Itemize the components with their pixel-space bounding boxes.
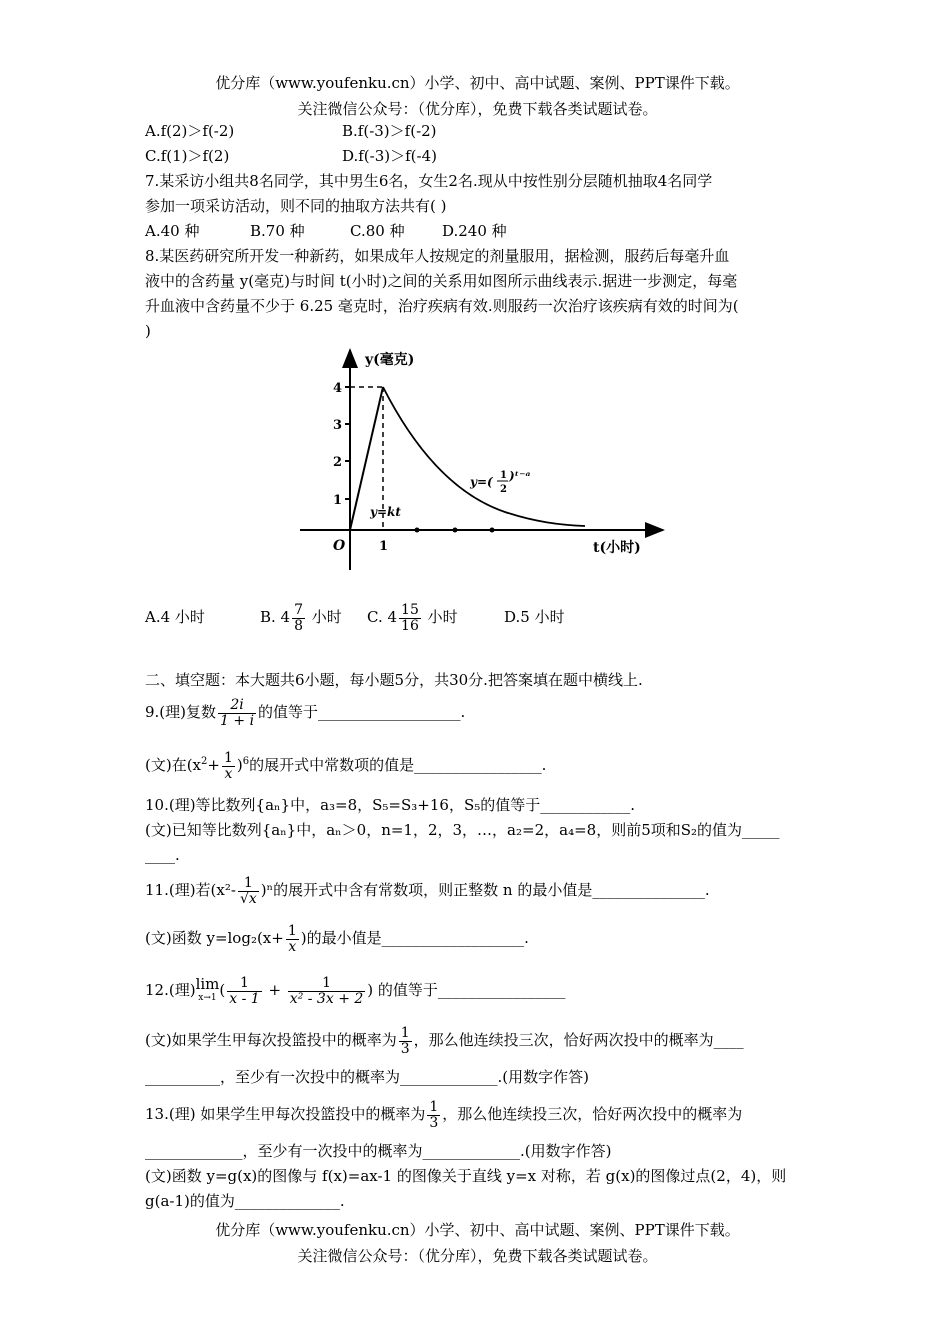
fraction-numerator: 1 [429,1098,439,1115]
q8-option-a: A.4 小时 [145,608,205,626]
y-axis-label: y(毫克) [365,352,415,368]
q6-option-a: A.f(2)＞f(-2) [145,122,235,140]
q11-wen-fraction [286,924,299,955]
exponential-decay-curve [383,387,585,526]
x-axis-label: t(小时) [593,540,641,556]
q10-wen-line-2: ____. [145,846,180,864]
q7-option-a: A.40 种 [145,222,200,240]
y-tick-label-2: 2 [333,455,343,470]
q13-li-suffix: ，那么他连续投三次，恰好两次投中的概率为 [442,1105,743,1123]
fraction-numerator [218,698,256,714]
curve-label-prefix: y=( [470,475,493,489]
q6-options-row-2 [145,143,810,169]
fraction-numerator-text: 2i [230,696,244,713]
q8-option-c [367,600,504,634]
limit-subscript: x→1 [198,993,217,1003]
q8-option-b [260,600,367,634]
q11-li-prefix: 11.(理)若(x²- [145,881,236,899]
q12-wen-fraction [399,1026,412,1057]
page-footer [145,1217,810,1269]
linear-label: y=kt [370,505,401,519]
q13-li-line-2: _____________，至少有一次投中的概率为_____________.(用数字作答) [145,1142,612,1160]
fraction-denominator-text: x² - 3x + 2 [289,990,364,1007]
q8-option-b-suffix: 小时 [307,608,342,626]
fraction-numerator: 1 [227,976,261,992]
q9-li-fraction [218,698,256,729]
q8-line-4: ) [145,322,151,340]
fraction-numerator: 7 [294,601,304,618]
superscript: 2 [201,756,208,767]
y-tick-label-1: 1 [333,493,343,508]
drug-concentration-graph [295,340,675,580]
q12-li: 12.(理) lim x→1 ( $\frac{1}{x - 1}$ + $\frac{1}{\text{x² - 3x + 2}}$ ) 的值等于_________________ [145,974,566,1007]
q12-wen-line-1 [145,1020,810,1060]
fraction-denominator [288,992,365,1007]
q8-option-c-prefix: C. 4 [367,608,398,626]
fraction-numerator: 1 [400,1024,410,1041]
fraction-denominator-text: 1 + i [220,712,255,729]
q11-li-suffix: )ⁿ的展开式中含有常数项，则正整数 n 的最小值是_______________. [260,881,710,899]
footer-line-2: 关注微信公众号：（优分库），免费下载各类试题试卷。 [297,1247,658,1265]
q8-options [145,600,810,634]
fraction-denominator: 3 [400,1040,410,1057]
section-2-heading: 二、填空题：本大题共6小题，每小题5分，共30分.把答案填在题中横线上. [145,671,643,689]
q12-wen-line-2: __________，至少有一次投中的概率为_____________.(用数字作答) [145,1068,589,1086]
curve-label-numerator: 1 [500,470,507,481]
q13-li-prefix: 13.(理) 如果学生甲每次投篮投中的概率为 [145,1105,426,1123]
q6-option-d: D.f(-3)＞f(-4) [342,147,437,165]
x-axis-dot [490,528,495,533]
q7-line-1: 7.某采访小组共8名同学，其中男生6名，女生2名.现从中按性别分层随机抽取4名同学 [145,172,713,190]
fraction-numerator: 1 [287,922,297,939]
x-tick-label-1: 1 [379,539,389,554]
q7-option-d: D.240 种 [442,222,507,240]
q13-wen-line-2: g(a-1)的值为______________. [145,1192,345,1210]
q11-wen-suffix: )的最小值是___________________. [300,929,529,947]
header-line-1: 优分库（www.youfenku.cn）小学、初中、高中试题、案例、PPT课件下载。 [215,74,740,92]
fraction-denominator-text: √x [239,890,257,907]
q7-option-b: B.70 种 [250,222,305,240]
plus-sign: + [207,756,220,774]
q9-li-suffix: 的值等于___________________. [258,703,466,721]
q8-option-d: D.5 小时 [504,608,565,626]
q7-line-2: 参加一项采访活动，则不同的抽取方法共有( ) [145,197,447,215]
q12-wen-prefix: (文)如果学生甲每次投篮投中的概率为 [145,1031,397,1049]
q12-fraction-1 [227,976,261,1007]
q11-wen-prefix: (文)函数 y=log₂(x+ [145,929,284,947]
q13-li-line-1 [145,1094,810,1134]
q11-li-fraction [238,876,259,907]
fraction-denominator: 3 [429,1114,439,1131]
q9-li-prefix: 9.(理)复数 [145,703,217,721]
q11-li [145,870,810,910]
q8-line-2: 液中的含药量 y(毫克)与时间 t(小时)之间的关系用如图所示曲线表示.据进一步测定，每毫 [145,272,738,290]
fraction-numerator: 1 [288,976,365,992]
y-tick-label-4: 4 [333,381,343,396]
fraction-denominator: 8 [294,617,304,634]
q8-line-1: 8.某医药研究所开发一种新药，如果成年人按规定的剂量服用，据检测，服药后每毫升血 [145,247,730,265]
q13-wen-line-1: (文)函数 y=g(x)的图像与 f(x)=ax-1 的图像关于直线 y=x 对称，若 g(x)的图像过点(2，4)，则 [145,1167,787,1185]
superscript: 6 [242,756,250,767]
q7-option-c: C.80 种 [350,222,405,240]
fraction-denominator-text: x [224,765,233,782]
q10-li: 10.(理)等比数列{aₙ}中，a₃=8，S₅=S₃+16，S₅的值等于____________. [145,796,636,814]
fraction-denominator [238,892,259,907]
q9-wen-suffix: 的展开式中常数项的值是_________________. [249,756,547,774]
q8-line-3: 升血液中含药量不少于 6.25 毫克时，治疗疾病有效.则服药一次治疗该疾病有效的时间为( [145,297,739,315]
q8-option-b-fraction [292,603,305,634]
fraction-denominator-text: x - 1 [229,990,260,1007]
q6-options-row-1 [145,118,810,144]
limit-text: lim [195,975,220,993]
q9-wen-prefix: (文)在(x [145,756,202,774]
q7-options [145,218,810,244]
x-axis-dot [453,528,458,533]
fraction-denominator-text: x [288,938,297,955]
q12-limit [196,977,220,1005]
q12-fraction-2 [288,976,365,1007]
q12-li-prefix: 12.(理) [145,981,196,999]
origin-label: O [333,538,346,554]
q8-option-b-prefix: B. 4 [260,608,291,626]
q9-wen: (文)在($x^2+$ $\frac{1}{x}$ )$^6$的展开式中常数项的值是_________________. [145,749,547,782]
fraction-denominator [286,940,299,955]
fraction-denominator [227,992,261,1007]
fraction-numerator: 1 [223,749,233,766]
q11-wen [145,918,810,958]
x-axis-dot [415,528,420,533]
y-tick-label-3: 3 [333,418,343,433]
q10-wen-line-1: (文)已知等比数列{aₙ}中，aₙ＞0，n=1，2，3，…，a₂=2，a₄=8，则前5项和S₂的值为_____ [145,821,780,839]
page-header [145,70,810,122]
header-line-2: 关注微信公众号：（优分库），免费下载各类试题试卷。 [297,100,658,118]
q12-wen-suffix: ，那么他连续投三次，恰好两次投中的概率为____ [413,1031,744,1049]
q9-li [145,692,810,732]
q8-option-c-suffix: 小时 [422,608,458,626]
q6-option-c: C.f(1)＞f(2) [145,147,230,165]
curve-label-suffix: )ᵗ⁻ᵃ [509,469,531,483]
fraction-numerator: 1 [238,876,259,892]
q6-option-b: B.f(-3)＞f(-2) [342,122,437,140]
q13-li-fraction [427,1100,440,1131]
fraction-denominator [222,767,235,782]
q12-li-suffix: ) 的值等于_________________ [367,981,566,999]
q9-wen-fraction [222,751,235,782]
curve-label-denominator: 2 [500,484,507,495]
fraction-numerator: 15 [401,601,419,618]
footer-line-1: 优分库（www.youfenku.cn）小学、初中、高中试题、案例、PPT课件下载。 [215,1221,740,1239]
fraction-denominator [218,714,256,729]
fraction-denominator: 16 [401,617,419,634]
q8-option-c-fraction [399,603,421,634]
